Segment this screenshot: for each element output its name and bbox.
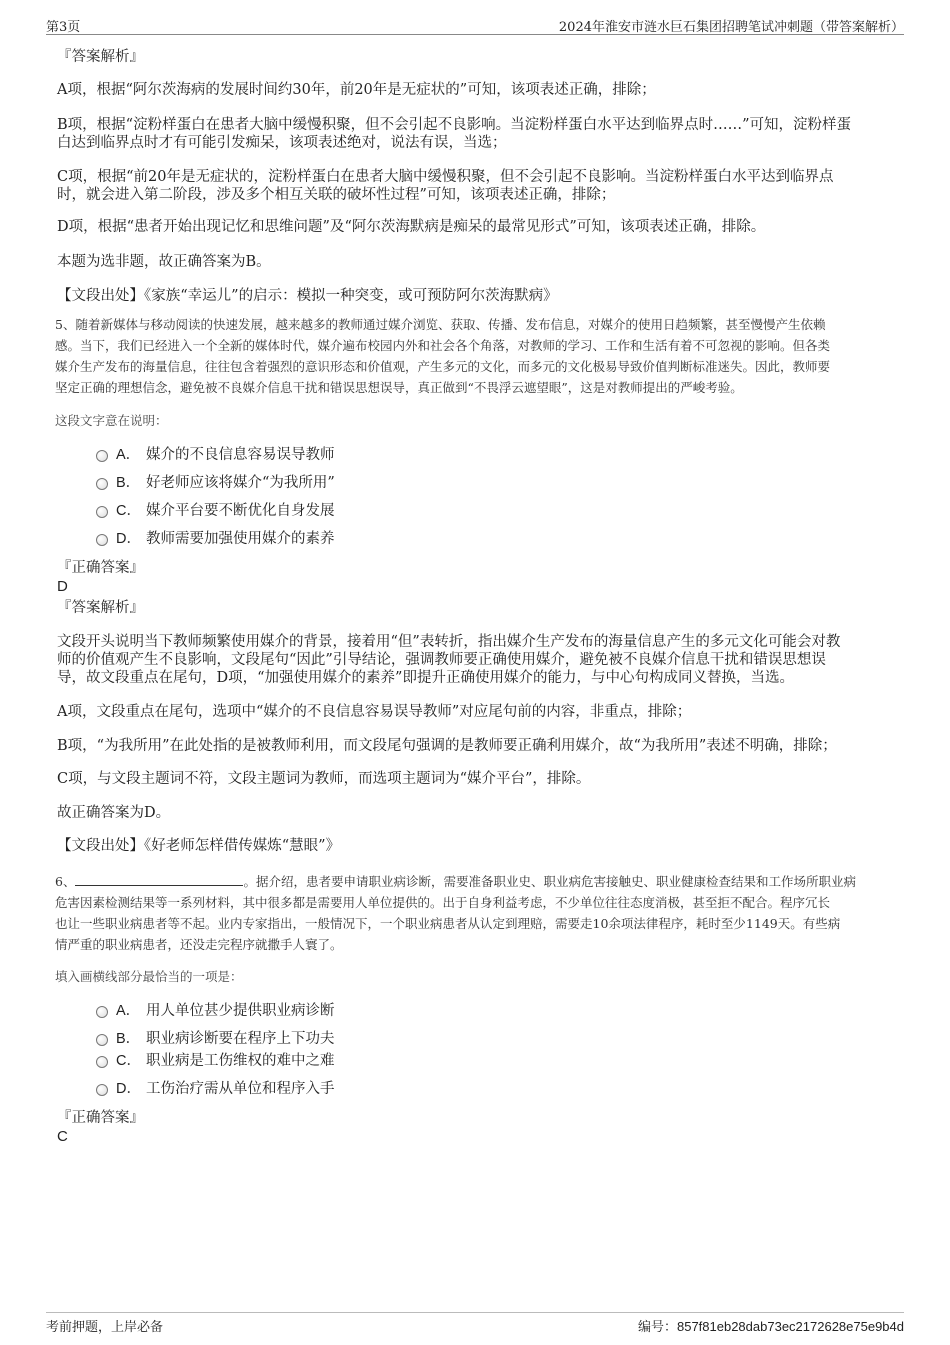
q4-conclusion: 本题为选非题，故正确答案为B。 [57, 254, 271, 270]
q6-option-d[interactable]: D． 工伤治疗需从单位和程序入手 [96, 1080, 335, 1098]
q5-analysis-line1: 文段开头说明当下教师频繁使用媒介的背景，接着用“但”表转折，指出媒介生产发布的海量信息产生的多元文化可能会对教 [57, 634, 841, 650]
page-header [46, 14, 904, 35]
radio-icon[interactable] [96, 1056, 108, 1068]
radio-icon[interactable] [96, 534, 108, 546]
page-number: 第3页 [46, 20, 81, 35]
fill-in-blank [75, 873, 243, 886]
q5-stem-line3: 媒介生产发布的海量信息，往往包含着强烈的意识形态和价值观，产生多元的文化，而多元的文化极易导致价值判断标准迷失。因此，教师要 [55, 359, 831, 374]
q4-analysis-label: 『答案解析』 [57, 49, 144, 65]
q5-answer-label: 『正确答案』 [57, 560, 144, 576]
q4-analysis-c-line1: C项，根据“前20年是无症状的，淀粉样蛋白在患者大脑中缓慢积聚，但不会引起不良影响。当淀粉样蛋白水平达到临界点 [57, 169, 834, 185]
q6-option-a[interactable]: A． 用人单位甚少提供职业病诊断 [96, 1002, 335, 1020]
q4-source: 【文段出处】《家族“幸运儿”的启示：模拟一种突变，或可预防阿尔茨海默病》 [57, 288, 558, 304]
q5-option-a[interactable]: A． 媒介的不良信息容易误导教师 [96, 446, 335, 464]
document-code: 编号：857f81eb28dab73ec2172628e75e9b4d [637, 1319, 904, 1335]
radio-icon[interactable] [96, 1084, 108, 1096]
q6-number: 6、 [55, 874, 76, 889]
q5-stem-line2: 感。当下，我们已经进入一个全新的媒体时代，媒介遍布校园内外和社会各个角落，对教师的学习、工作和生活有着不可忽视的影响。但各类 [55, 338, 831, 353]
radio-icon[interactable] [96, 1034, 108, 1046]
radio-icon[interactable] [96, 450, 108, 462]
q4-analysis-d: D项，根据“患者开始出现记忆和思维问题”及“阿尔茨海默病是痴呆的最常见形式”可知，该项表述正确，排除。 [57, 219, 766, 235]
radio-icon[interactable] [96, 1006, 108, 1018]
q4-analysis-b-line2: 白达到临界点时才有可能引发痴呆，该项表述绝对，说法有误，当选； [57, 135, 507, 151]
q6-stem-line1: 6、 。据介绍，患者要申请职业病诊断，需要准备职业史、职业病危害接触史、职业健康检查结果和工作场所职业病 [55, 874, 856, 889]
q5-analysis-c: C项，与文段主题词不符，文段主题词为教师，而选项主题词为“媒介平台”，排除。 [57, 771, 591, 787]
q5-option-d[interactable]: D． 教师需要加强使用媒介的素养 [96, 530, 335, 548]
q5-analysis-label: 『答案解析』 [57, 600, 144, 616]
q5-conclusion: 故正确答案为D。 [57, 805, 171, 821]
q4-analysis-b-line1: B项，根据“淀粉样蛋白在患者大脑中缓慢积聚，但不会引起不良影响。当淀粉样蛋白水平达到临界点时……”可知，淀粉样蛋 [57, 117, 851, 133]
q5-answer: D [57, 578, 68, 595]
q4-analysis-c-line2: 时，就会进入第二阶段，涉及多个相互关联的破坏性过程”可知，该项表述正确，排除； [57, 187, 616, 203]
q6-question: 填入画横线部分最恰当的一项是： [55, 969, 243, 984]
q5-analysis-b: B项，“为我所用”在此处指的是被教师利用，而文段尾句强调的是教师要正确利用媒介，故“为我所用”表述不明确，排除； [57, 738, 837, 754]
radio-icon[interactable] [96, 478, 108, 490]
q6-answer: C [57, 1128, 68, 1145]
q6-option-b[interactable]: B． 职业病诊断要在程序上下功夫 [96, 1030, 335, 1048]
q6-stem-line4: 情严重的职业病患者，还没走完程序就撒手人寰了。 [55, 937, 343, 952]
document-title: 2024年淮安市涟水巨石集团招聘笔试冲刺题（带答案解析） [558, 20, 904, 35]
q5-stem-line4: 坚定正确的理想信念，避免被不良媒介信息干扰和错误思想误导，真正做到“不畏浮云遮望眼”，这是对教师提出的严峻考验。 [55, 380, 743, 395]
radio-icon[interactable] [96, 506, 108, 518]
q5-analysis-a: A项，文段重点在尾句，选项中“媒介的不良信息容易误导教师”对应尾句前的内容，非重点，排除； [57, 704, 692, 720]
q5-option-b[interactable]: B． 好老师应该将媒介“为我所用” [96, 474, 335, 492]
q5-analysis-line2: 师的价值观产生不良影响，文段尾句“因此”引导结论，强调教师要正确使用媒介，避免被不良媒介信息干扰和错误思想误 [57, 652, 826, 668]
q6-option-c[interactable]: C． 职业病是工伤维权的难中之难 [96, 1052, 335, 1070]
q5-option-c[interactable]: C． 媒介平台要不断优化自身发展 [96, 502, 335, 520]
q6-answer-label: 『正确答案』 [57, 1110, 144, 1126]
q5-source: 【文段出处】《好老师怎样借传媒炼“慧眼”》 [57, 838, 341, 854]
page-footer [46, 1312, 904, 1337]
q6-stem-line3: 也让一些职业病患者等不起。业内专家指出，一般情况下，一个职业病患者从认定到理赔，需要走10余项法律程序，耗时至少1149天。有些病 [55, 916, 841, 931]
q6-stem-line2: 危害因素检测结果等一系列材料，其中很多都是需要用人单位提供的。出于自身利益考虑，不少单位往往态度消极，甚至拒不配合。程序冗长 [55, 895, 831, 910]
q4-analysis-a: A项，根据“阿尔茨海病的发展时间约30年，前20年是无症状的”可知，该项表述正确，排除； [57, 82, 656, 98]
footer-slogan: 考前押题，上岸必备 [46, 1320, 164, 1335]
q5-stem-line1: 5、随着新媒体与移动阅读的快速发展，越来越多的教师通过媒介浏览、获取、传播、发布信息，对媒介的使用日趋频繁，甚至慢慢产生依赖 [55, 317, 826, 332]
q5-question: 这段文字意在说明： [55, 413, 168, 428]
q5-analysis-line3: 导，故文段重点在尾句，D项，“加强使用媒介的素养”即提升正确使用媒介的能力，与中心句构成同义替换，当选。 [57, 670, 794, 686]
